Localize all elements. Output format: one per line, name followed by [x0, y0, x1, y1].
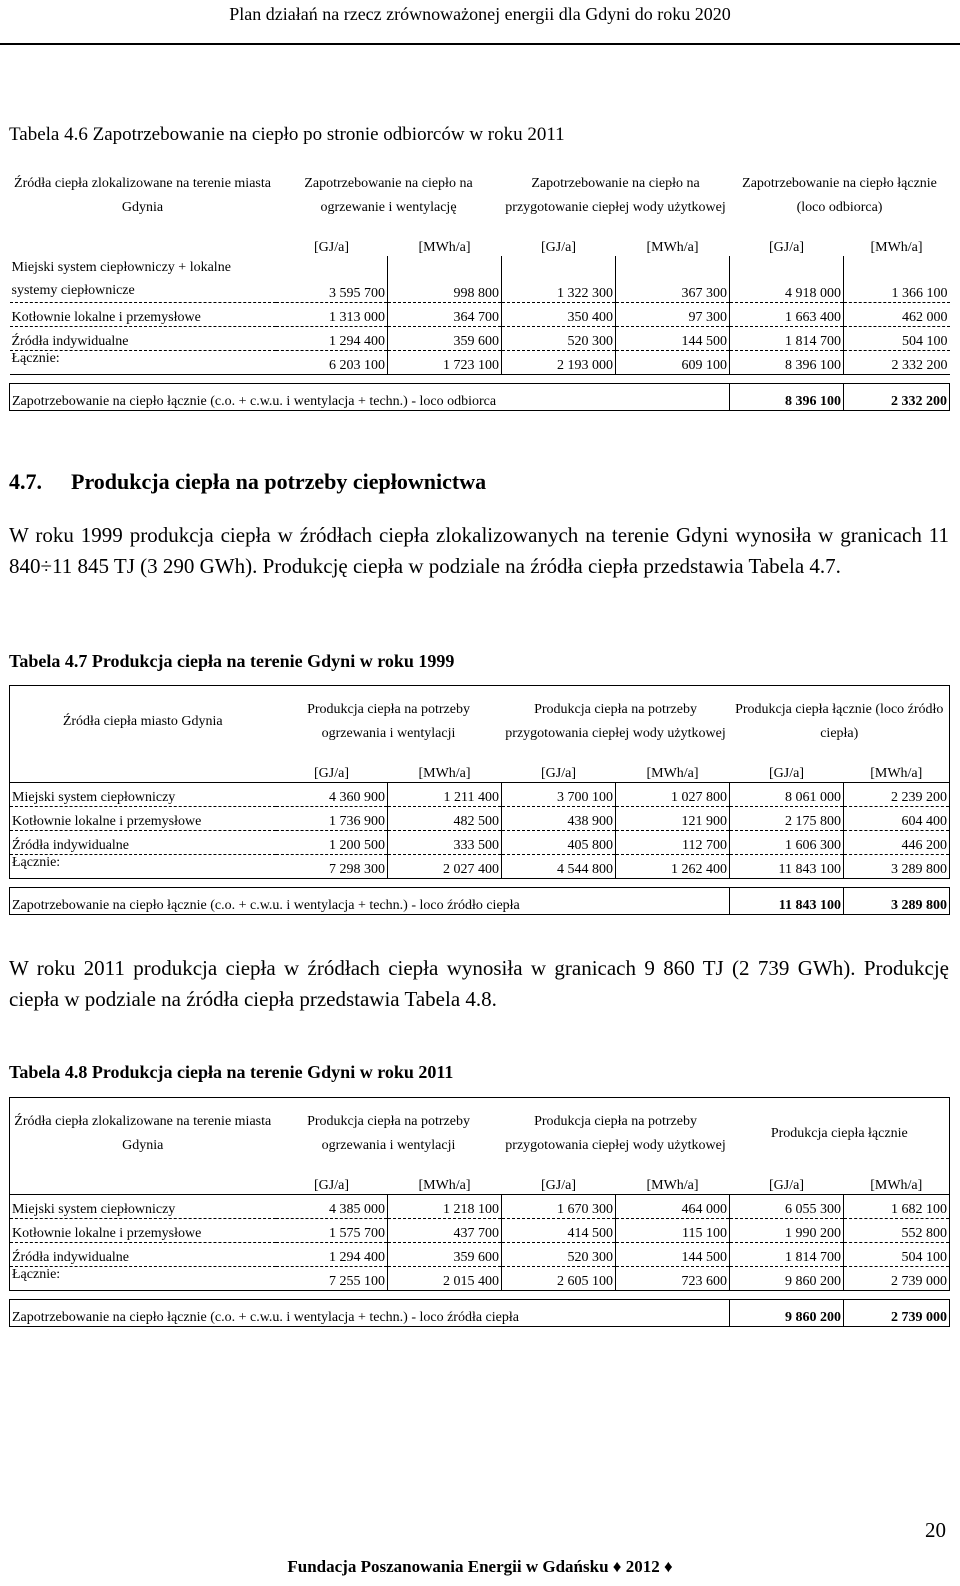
table-cell: 1 294 400 [276, 327, 388, 351]
table-cell: 604 400 [844, 807, 950, 831]
table-46-col3-header: Zapotrzebowanie na ciepło łącznie (loco odbiorca) [742, 176, 937, 215]
table-cell: 2 015 400 [388, 1267, 502, 1291]
paragraph-2011: W roku 2011 produkcja ciepła w źródłach ciepła wynosiła w granicach 9 860 TJ (2 739 GWh). Produkcję ciepła w podziale na źródła ciepła przedstawia Tabela 4.8. [9, 956, 949, 1011]
table-48-col0-header: Źródła ciepła zlokalizowane na terenie miasta Gdynia [10, 1098, 276, 1171]
table-cell: 1 606 300 [730, 831, 844, 855]
table-row [10, 783, 950, 807]
sum-mwh: 3 289 800 [844, 888, 950, 915]
table-cell: 1 211 400 [388, 783, 502, 807]
table-cell: 1 814 700 [730, 327, 844, 351]
table-cell: 552 800 [844, 1219, 950, 1243]
table-47-col3-header: Produkcja ciepła łącznie (loco źródło ciepła) [730, 686, 950, 759]
table-cell: 4 918 000 [730, 256, 844, 303]
table-46 [9, 160, 950, 411]
page-number: 20 [925, 1518, 946, 1542]
row-label: Miejski system ciepłowniczy [10, 1195, 276, 1219]
table-48-caption-label: Tabela 4.8 [9, 1062, 88, 1082]
table-cell: 112 700 [616, 831, 730, 855]
table-row [10, 256, 950, 303]
table-cell: 1 990 200 [730, 1219, 844, 1243]
unit-cell: [GJ/a] [314, 240, 349, 255]
sum-gj: 8 396 100 [730, 384, 844, 411]
table-row [10, 351, 950, 375]
table-cell: 520 300 [502, 1243, 616, 1267]
table-cell: 8 396 100 [730, 351, 844, 375]
row-label: Źródła indywidualne [10, 831, 276, 855]
row-label: Źródła indywidualne [10, 1243, 276, 1267]
table-row [10, 327, 950, 351]
table-cell: 6 055 300 [730, 1195, 844, 1219]
table-48-col2-header: Produkcja ciepła na potrzeby przygotowania ciepłej wody użytkowej [502, 1098, 730, 1171]
footer: Fundacja Poszanowania Energii w Gdańsku ♦ 2012 ♦ [287, 1557, 673, 1576]
table-row [10, 855, 950, 879]
table-cell: 2 193 000 [502, 351, 616, 375]
table-row [10, 1219, 950, 1243]
table-cell: 2 332 200 [844, 351, 950, 375]
unit-cell: [GJ/a] [769, 240, 805, 255]
row-label: Łącznie: [10, 1267, 276, 1291]
table-cell: 9 860 200 [730, 1267, 844, 1291]
table-cell: 1 027 800 [616, 783, 730, 807]
row-label: Miejski system ciepłowniczy + lokalne systemy ciepłownicze [10, 256, 276, 303]
table-cell: 2 027 400 [388, 855, 502, 879]
section-title: Produkcja ciepła na potrzeby ciepłownictwa [71, 469, 487, 494]
unit-cell: [GJ/a] [276, 758, 388, 783]
table-row [10, 303, 950, 327]
sum-gj: 9 860 200 [730, 1300, 844, 1327]
table-cell: 1 218 100 [388, 1195, 502, 1219]
unit-cell: [GJ/a] [276, 1170, 388, 1195]
table-cell: 2 605 100 [502, 1267, 616, 1291]
table-cell: 414 500 [502, 1219, 616, 1243]
table-cell: 350 400 [502, 303, 616, 327]
table-48-col3-header: Produkcja ciepła łącznie [730, 1098, 950, 1171]
table-48-caption [9, 1062, 453, 1083]
table-47-caption-text: Produkcja ciepła na terenie Gdyni w roku 1999 [87, 651, 455, 671]
table-cell: 609 100 [616, 351, 730, 375]
unit-cell: [MWh/a] [388, 1170, 502, 1195]
table-row [10, 1195, 950, 1219]
table-46-col1-header: Zapotrzebowanie na ciepło na ogrzewanie i wentylację [304, 176, 473, 215]
table-48 [9, 1097, 950, 1327]
row-label: Kotłownie lokalne i przemysłowe [10, 807, 276, 831]
header-rule [0, 43, 960, 45]
table-cell: 7 255 100 [276, 1267, 388, 1291]
table-cell: 1 575 700 [276, 1219, 388, 1243]
sum-gj: 11 843 100 [730, 888, 844, 915]
table-cell: 6 203 100 [276, 351, 388, 375]
table-46-col0-header: Źródła ciepła zlokalizowane na terenie miasta Gdynia [14, 176, 271, 215]
table-cell: 437 700 [388, 1219, 502, 1243]
unit-cell: [MWh/a] [646, 240, 699, 255]
unit-cell: [MWh/a] [388, 758, 502, 783]
table-cell: 4 360 900 [276, 783, 388, 807]
table-cell: 11 843 100 [730, 855, 844, 879]
table-cell: 1 313 000 [276, 303, 388, 327]
unit-cell: [GJ/a] [502, 758, 616, 783]
table-48-caption-text: Produkcja ciepła na terenie Gdyni w roku 2011 [87, 1062, 454, 1082]
table-cell: 1 723 100 [388, 351, 502, 375]
table-cell: 1 366 100 [844, 256, 950, 303]
table-cell: 1 200 500 [276, 831, 388, 855]
row-label: Miejski system ciepłowniczy [10, 783, 276, 807]
table-cell: 405 800 [502, 831, 616, 855]
table-row [10, 831, 950, 855]
section-heading [9, 469, 486, 495]
table-cell: 3 595 700 [276, 256, 388, 303]
table-cell: 1 682 100 [844, 1195, 950, 1219]
running-header: Plan działań na rzecz zrównoważonej energii dla Gdyni do roku 2020 [229, 4, 731, 24]
table-46-caption: Tabela 4.6 Zapotrzebowanie na ciepło po stronie odbiorców w roku 2011 [9, 124, 565, 145]
unit-cell: [GJ/a] [730, 1170, 844, 1195]
sum-mwh: 2 332 200 [844, 384, 950, 411]
table-47-col1-header: Produkcja ciepła na potrzeby ogrzewania i wentylacji [276, 686, 502, 759]
table-cell: 1 736 900 [276, 807, 388, 831]
table-47-caption [9, 651, 454, 672]
table-cell: 2 239 200 [844, 783, 950, 807]
row-label: Źródła indywidualne [10, 327, 276, 351]
row-label: Łącznie: [10, 351, 276, 375]
paragraph-1999: W roku 1999 produkcja ciepła w źródłach ciepła zlokalizowanych na terenie Gdyni wynosiła w granicach 11 840÷11 845 TJ (3 290 GWh). Produkcję ciepła w podziale na źródła ciepła przedstawia Tabela 4.7. [9, 523, 949, 578]
table-cell: 1 322 300 [502, 256, 616, 303]
table-cell: 520 300 [502, 327, 616, 351]
table-cell: 3 700 100 [502, 783, 616, 807]
table-47-col0-header: Źródła ciepła miasto Gdynia [10, 686, 276, 759]
unit-cell: [MWh/a] [844, 758, 950, 783]
sum-label: Zapotrzebowanie na ciepło łącznie (c.o. + c.w.u. i wentylacja + techn.) - loco źródło ciepła [10, 888, 730, 915]
table-cell: 7 298 300 [276, 855, 388, 879]
unit-cell: [GJ/a] [730, 758, 844, 783]
unit-cell: [MWh/a] [870, 240, 923, 255]
table-row [10, 1267, 950, 1291]
table-cell: 446 200 [844, 831, 950, 855]
row-label: Kotłownie lokalne i przemysłowe [10, 1219, 276, 1243]
unit-cell: [MWh/a] [616, 1170, 730, 1195]
table-cell: 438 900 [502, 807, 616, 831]
table-cell: 504 100 [844, 327, 950, 351]
table-cell: 4 385 000 [276, 1195, 388, 1219]
table-cell: 482 500 [388, 807, 502, 831]
table-sum-row [10, 1300, 950, 1327]
table-47 [9, 685, 950, 915]
table-cell: 115 100 [616, 1219, 730, 1243]
row-label: Łącznie: [10, 855, 276, 879]
table-cell: 2 739 000 [844, 1267, 950, 1291]
row-label: Kotłownie lokalne i przemysłowe [10, 303, 276, 327]
unit-cell: [MWh/a] [418, 240, 471, 255]
table-cell: 1 670 300 [502, 1195, 616, 1219]
table-47-col2-header: Produkcja ciepła na potrzeby przygotowania ciepłej wody użytkowej [502, 686, 730, 759]
unit-cell: [MWh/a] [616, 758, 730, 783]
table-47-caption-label: Tabela 4.7 [9, 651, 88, 671]
table-cell: 462 000 [844, 303, 950, 327]
table-46-col2-header: Zapotrzebowanie na ciepło na przygotowanie ciepłej wody użytkowej [505, 176, 726, 215]
table-cell: 333 500 [388, 831, 502, 855]
unit-cell: [MWh/a] [844, 1170, 950, 1195]
table-cell: 1 814 700 [730, 1243, 844, 1267]
sum-label: Zapotrzebowanie na ciepło łącznie (c.o. + c.w.u. i wentylacja + techn.) - loco źródła ciepła [10, 1300, 730, 1327]
table-cell: 3 289 800 [844, 855, 950, 879]
table-cell: 2 175 800 [730, 807, 844, 831]
table-cell: 359 600 [388, 327, 502, 351]
unit-cell: [GJ/a] [502, 1170, 616, 1195]
table-cell: 1 262 400 [616, 855, 730, 879]
table-cell: 464 000 [616, 1195, 730, 1219]
table-row [10, 807, 950, 831]
table-cell: 144 500 [616, 1243, 730, 1267]
unit-cell: [GJ/a] [541, 240, 577, 255]
table-cell: 4 544 800 [502, 855, 616, 879]
sum-mwh: 2 739 000 [844, 1300, 950, 1327]
table-cell: 1 663 400 [730, 303, 844, 327]
table-cell: 998 800 [388, 256, 502, 303]
section-number: 4.7. [9, 469, 42, 494]
table-cell: 8 061 000 [730, 783, 844, 807]
table-row [10, 1243, 950, 1267]
table-sum-row [10, 888, 950, 915]
table-cell: 121 900 [616, 807, 730, 831]
table-sum-row [10, 384, 950, 411]
table-48-col1-header: Produkcja ciepła na potrzeby ogrzewania i wentylacji [276, 1098, 502, 1171]
table-cell: 504 100 [844, 1243, 950, 1267]
sum-label: Zapotrzebowanie na ciepło łącznie (c.o. + c.w.u. i wentylacja + techn.) - loco odbiorca [10, 384, 730, 411]
table-cell: 723 600 [616, 1267, 730, 1291]
table-cell: 97 300 [616, 303, 730, 327]
table-cell: 144 500 [616, 327, 730, 351]
table-cell: 364 700 [388, 303, 502, 327]
table-cell: 359 600 [388, 1243, 502, 1267]
table-cell: 1 294 400 [276, 1243, 388, 1267]
table-cell: 367 300 [616, 256, 730, 303]
